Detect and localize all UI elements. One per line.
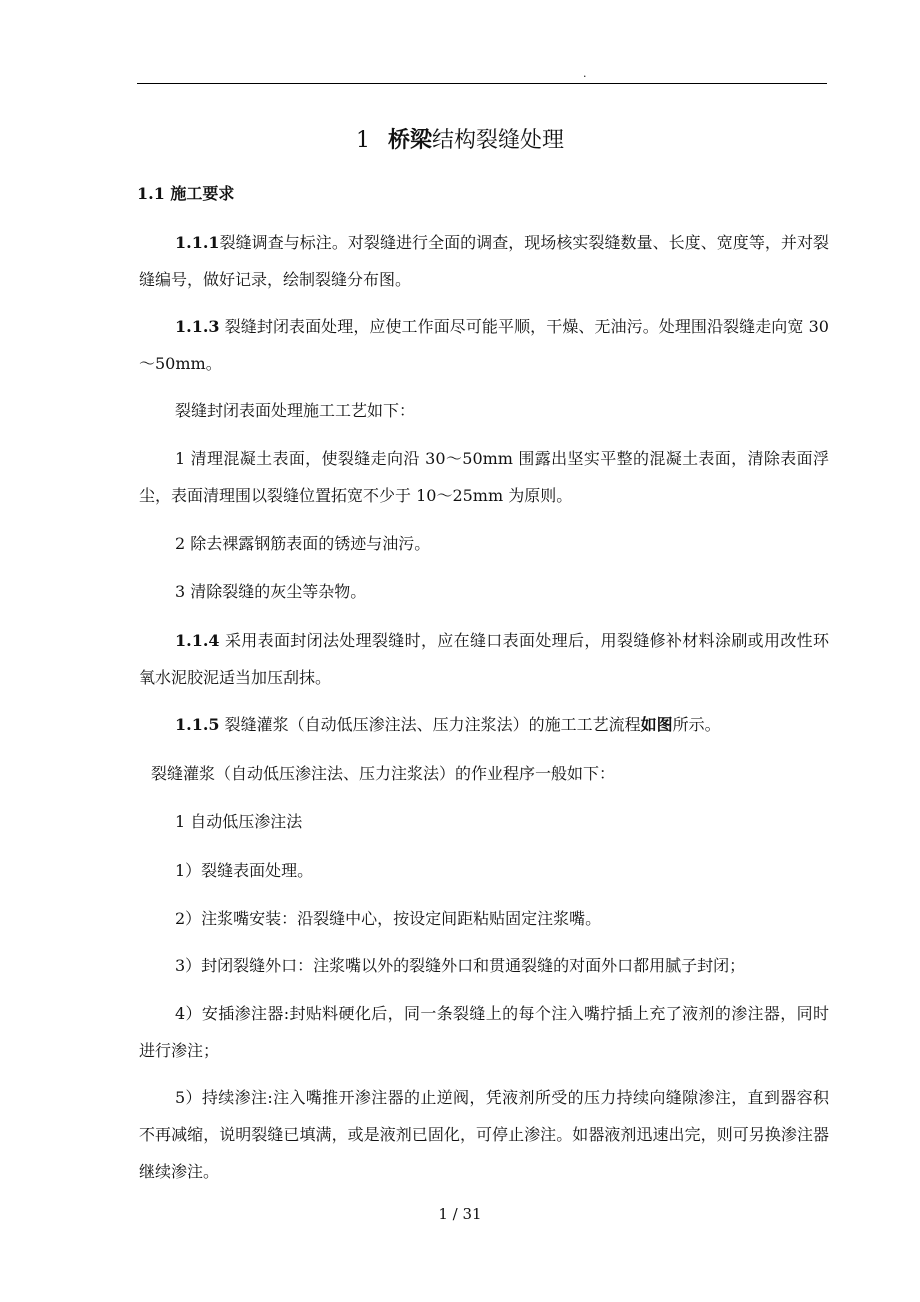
paragraph-1-1-4 — [139, 622, 829, 696]
sub-step-3: 3）封闭裂缝外口：注浆嘴以外的裂缝外口和贯通裂缝的对面外口都用腻子封闭； — [175, 956, 746, 975]
clause-number: 1.1.5 — [175, 715, 220, 734]
paragraph-1-1-1 — [139, 224, 829, 298]
sub-step-2: 2）注浆嘴安装：沿裂缝中心，按设定间距粘贴固定注浆嘴。 — [175, 909, 602, 928]
step-2: 2 除去裸露钢筋表面的锈迹与油污。 — [175, 534, 431, 553]
sub-step-5: 5）持续渗注:注入嘴推开渗注器的止逆阀，凭液剂所受的压力持续向缝隙渗注，直到器容积不再减缩，说明裂缝已填满，或是液剂已固化，可停止渗注。如器液剂迅速出完，则可另换渗注器继续渗注。 — [139, 1088, 829, 1181]
paragraph-text: 裂缝调查与标注。对裂缝进行全面的调查，现场核实裂缝数量、长度、宽度等，并对裂缝编号，做好记录，绘制裂缝分布图。 — [139, 233, 829, 289]
header-rule — [137, 83, 827, 84]
step-1: 1 清理混凝土表面，使裂缝走向沿 30～50mm 围露出坚实平整的混凝土表面，清除表面浮尘，表面清理围以裂缝位置拓宽不少于 10～25mm 为原则。 — [139, 449, 829, 505]
title-rest: 结构裂缝处理 — [432, 128, 565, 153]
method-1: 1 自动低压渗注法 — [175, 812, 303, 831]
figure-reference: 如图 — [640, 715, 673, 734]
page-title — [0, 125, 920, 156]
section-heading: 1.1 施工要求 — [137, 184, 235, 203]
title-number: 1 — [355, 128, 370, 153]
sub-step-4: 4）安插渗注器:封贴料硬化后，同一条裂缝上的每个注入嘴拧插上充了液剂的渗注器，同时进行渗注； — [139, 1004, 829, 1060]
title-bold-part: 桥梁 — [387, 127, 432, 153]
grout-intro: 裂缝灌浆（自动低压渗注法、压力注浆法）的作业程序一般如下： — [151, 764, 616, 783]
clause-number: 1.1.3 — [175, 317, 220, 336]
sub-step-1: 1）裂缝表面处理。 — [175, 861, 314, 880]
paragraph-text: 采用表面封闭法处理裂缝时，应在缝口表面处理后，用裂缝修补材料涂刷或用改性环氧水泥胶泥适当加压刮抹。 — [139, 631, 829, 687]
clause-number: 1.1.1 — [175, 233, 220, 252]
page-number: 1 / 31 — [438, 1205, 482, 1223]
paragraph-1-1-3 — [139, 308, 829, 382]
clause-number: 1.1.4 — [175, 631, 220, 650]
paragraph-text-end: 所示。 — [672, 715, 721, 734]
header-dot: . — [583, 67, 587, 80]
paragraph-text: 裂缝灌浆（自动低压渗注法、压力注浆法）的施工工艺流程 — [219, 715, 641, 734]
paragraph-text: 裂缝封闭表面处理，应使工作面尽可能平顺，干燥、无油污。处理围沿裂缝走向宽 30～50mm。 — [139, 317, 829, 373]
paragraph-1-1-5 — [139, 706, 829, 743]
process-intro: 裂缝封闭表面处理施工工艺如下： — [175, 401, 416, 420]
step-3: 3 清除裂缝的灰尘等杂物。 — [175, 582, 367, 601]
